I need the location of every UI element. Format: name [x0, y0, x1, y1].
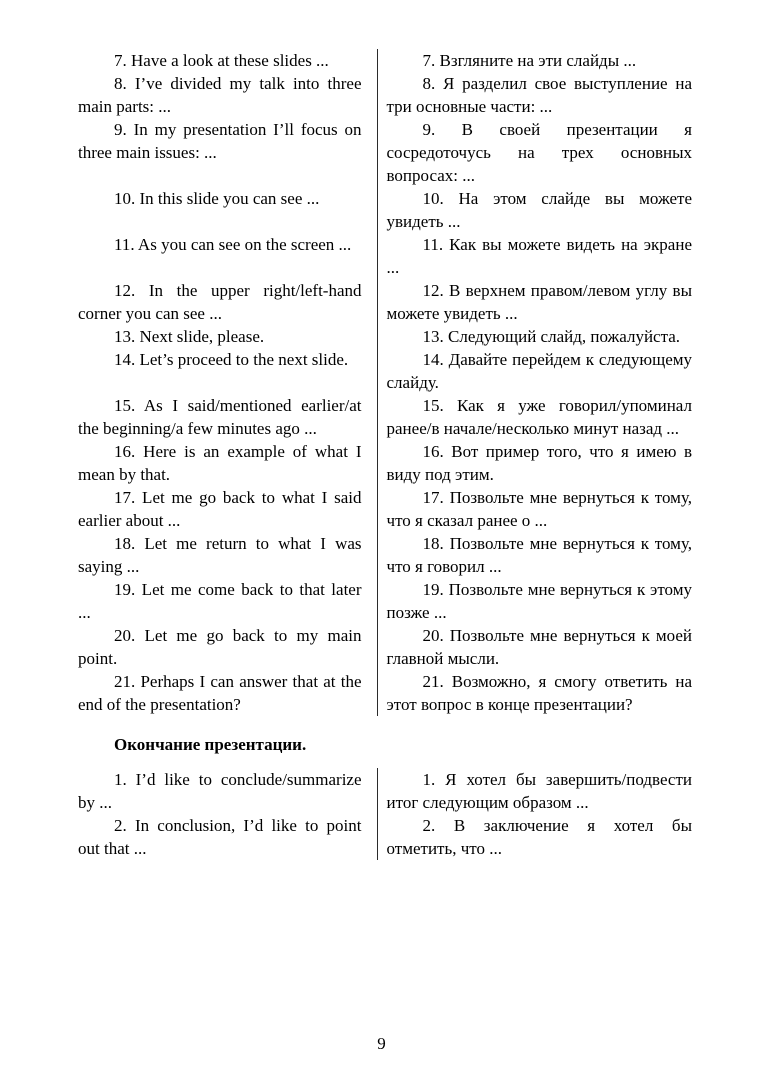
phrase-row — [78, 486, 692, 532]
phrase-cell-en — [78, 814, 377, 860]
phrase-text-en: 10. In this slide you can see ... — [114, 189, 320, 208]
phrase-text-ru: 15. Как я уже говорил/упоминал ранее/в начале/несколько минут назад ... — [386, 396, 692, 438]
phrase-cell-ru — [377, 768, 692, 814]
phrase-text-en: 15. As I said/mentioned earlier/at the beginning/a few minutes ago ... — [78, 396, 362, 438]
phrase-text-en: 1. I’d like to conclude/summarize by ... — [78, 770, 362, 812]
phrase-text-en: 14. Let’s proceed to the next slide. — [114, 350, 349, 369]
phrase-cell-ru — [377, 814, 692, 860]
phrase-text-ru: 20. Позвольте мне вернуться к моей главной мысли. — [386, 626, 692, 668]
phrase-cell-en — [78, 578, 377, 624]
phrase-text-en: 16. Here is an example of what I mean by that. — [78, 442, 362, 484]
phrase-row — [78, 768, 692, 814]
phrase-row — [78, 72, 692, 118]
phrase-text-ru: 12. В верхнем правом/левом углу вы можете увидеть ... — [386, 281, 692, 323]
phrase-cell-ru — [377, 394, 692, 440]
phrase-cell-ru — [377, 233, 692, 279]
section-heading: Окончание презентации. — [114, 735, 307, 754]
phrase-cell-ru — [377, 49, 692, 72]
page-number: 9 — [377, 1034, 386, 1053]
phrase-cell-en — [78, 72, 377, 118]
phrase-text-en: 7. Have a look at these slides ... — [114, 51, 329, 70]
phrase-table-conclusion — [78, 768, 692, 860]
phrase-row — [78, 624, 692, 670]
phrase-cell-en — [78, 670, 377, 716]
phrase-row — [78, 814, 692, 860]
phrase-text-ru: 16. Вот пример того, что я имею в виду под этим. — [386, 442, 692, 484]
phrase-row — [78, 187, 692, 233]
phrase-text-en: 18. Let me return to what I was saying ... — [78, 534, 362, 576]
phrase-row — [78, 578, 692, 624]
phrase-text-ru: 8. Я разделил свое выступление на три основные части: ... — [386, 74, 692, 116]
phrase-text-ru: 21. Возможно, я смогу ответить на этот вопрос в конце презентации? — [386, 672, 692, 714]
phrase-cell-en — [78, 624, 377, 670]
phrase-cell-en — [78, 118, 377, 187]
phrase-row — [78, 348, 692, 394]
phrase-cell-en — [78, 440, 377, 486]
phrase-row — [78, 279, 692, 325]
phrase-cell-ru — [377, 325, 692, 348]
phrase-row — [78, 118, 692, 187]
phrase-text-en: 12. In the upper right/left-hand corner you can see ... — [78, 281, 362, 323]
phrase-text-en: 11. As you can see on the screen ... — [114, 235, 352, 254]
phrase-cell-en — [78, 187, 377, 233]
phrase-text-ru: 19. Позвольте мне вернуться к этому позже ... — [386, 580, 692, 622]
phrase-text-ru: 10. На этом слайде вы можете увидеть ... — [386, 189, 692, 231]
phrase-cell-en — [78, 348, 377, 394]
phrase-text-ru: 14. Давайте перейдем к следующему слайду. — [386, 350, 692, 392]
phrase-cell-ru — [377, 118, 692, 187]
phrase-cell-ru — [377, 187, 692, 233]
phrase-text-en: 9. In my presentation I’ll focus on three main issues: ... — [78, 120, 362, 162]
phrase-row — [78, 49, 692, 72]
phrase-text-ru: 1. Я хотел бы завершить/подвести итог следующим образом ... — [386, 770, 692, 812]
phrase-cell-ru — [377, 348, 692, 394]
phrase-text-ru: 2. В заключение я хотел бы отметить, что ... — [386, 816, 692, 858]
phrase-text-ru: 7. Взгляните на эти слайды ... — [422, 51, 637, 70]
phrase-row — [78, 670, 692, 716]
phrase-row — [78, 440, 692, 486]
phrase-cell-en — [78, 768, 377, 814]
phrase-cell-en — [78, 49, 377, 72]
phrase-cell-ru — [377, 279, 692, 325]
phrase-cell-en — [78, 325, 377, 348]
phrase-row — [78, 233, 692, 279]
phrase-cell-ru — [377, 578, 692, 624]
phrase-row — [78, 394, 692, 440]
phrase-text-ru: 13. Следующий слайд, пожалуйста. — [422, 327, 681, 346]
phrase-cell-ru — [377, 72, 692, 118]
phrase-text-en: 19. Let me come back to that later ... — [78, 580, 362, 622]
phrase-table-main — [78, 49, 692, 716]
phrase-text-en: 2. In conclusion, I’d like to point out that ... — [78, 816, 362, 858]
phrase-cell-ru — [377, 670, 692, 716]
phrase-cell-en — [78, 486, 377, 532]
phrase-row — [78, 325, 692, 348]
phrase-text-ru: 9. В своей презентации я сосредоточусь на трех основных вопросах: ... — [386, 120, 692, 185]
phrase-text-en: 13. Next slide, please. — [114, 327, 265, 346]
phrase-text-ru: 11. Как вы можете видеть на экране ... — [386, 235, 692, 277]
phrase-cell-en — [78, 279, 377, 325]
phrase-text-ru: 18. Позвольте мне вернуться к тому, что я говорил ... — [386, 534, 692, 576]
phrase-cell-ru — [377, 624, 692, 670]
phrase-text-en: 21. Perhaps I can answer that at the end of the presentation? — [78, 672, 362, 714]
phrase-cell-en — [78, 233, 377, 279]
phrase-text-ru: 17. Позвольте мне вернуться к тому, что я сказал ранее о ... — [386, 488, 692, 530]
phrase-cell-en — [78, 394, 377, 440]
phrase-cell-ru — [377, 486, 692, 532]
phrase-cell-ru — [377, 440, 692, 486]
phrase-row — [78, 532, 692, 578]
phrase-text-en: 20. Let me go back to my main point. — [78, 626, 362, 668]
phrase-cell-en — [78, 532, 377, 578]
phrase-cell-ru — [377, 532, 692, 578]
phrase-text-en: 17. Let me go back to what I said earlier about ... — [78, 488, 362, 530]
phrase-text-en: 8. I’ve divided my talk into three main parts: ... — [78, 74, 362, 116]
